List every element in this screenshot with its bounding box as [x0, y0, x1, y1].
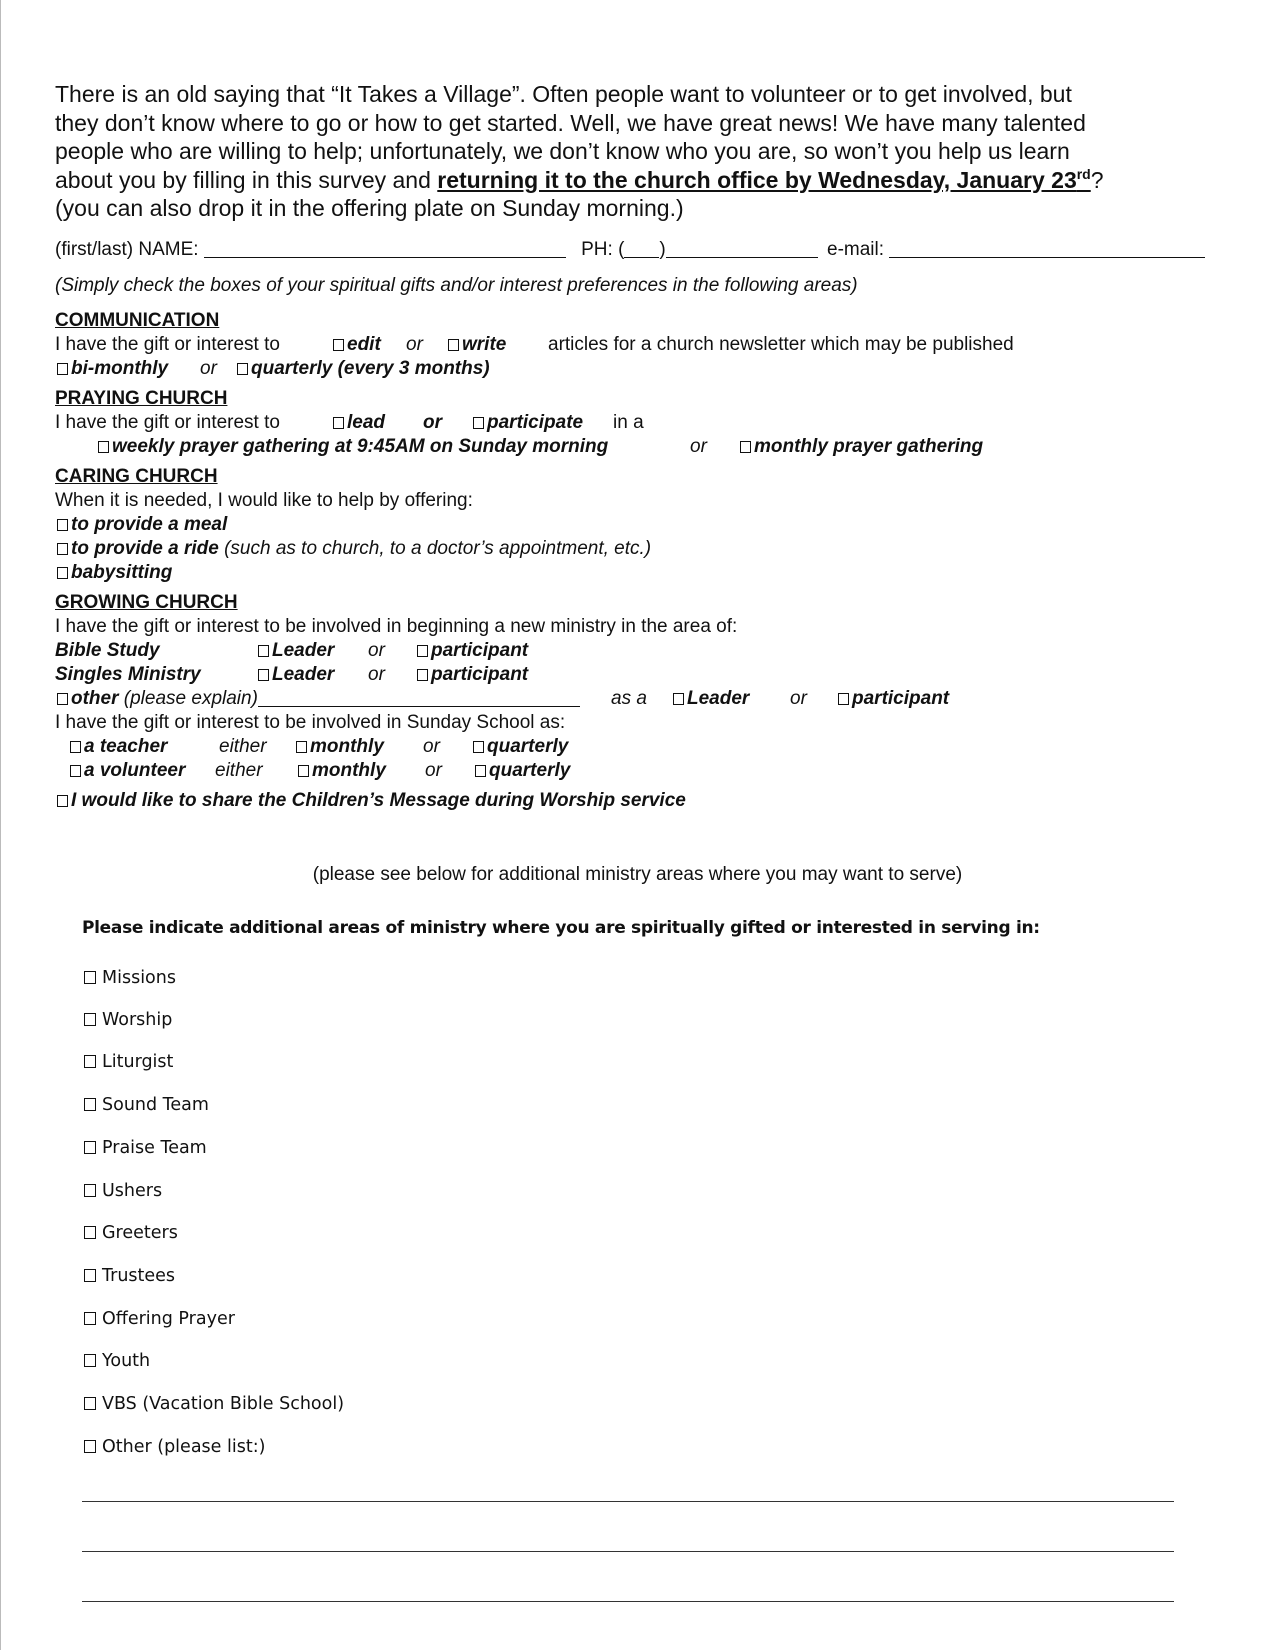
checkbox[interactable]: [84, 1312, 96, 1325]
babysitting-checkbox[interactable]: [57, 567, 68, 579]
either-text: either: [219, 736, 267, 757]
ride-option[interactable]: [57, 538, 651, 560]
deadline-text: returning it to the church office by Wednesday, January 23: [437, 166, 1077, 193]
email-field[interactable]: [889, 239, 1205, 258]
teacher-quarterly-checkbox[interactable]: [473, 741, 484, 753]
checkbox[interactable]: [84, 1055, 96, 1068]
or-text: or: [790, 688, 807, 709]
monthly-label: monthly: [312, 760, 386, 781]
participant-label: participant: [431, 640, 529, 661]
question-mark: ?: [1090, 166, 1104, 193]
teacher-option[interactable]: [70, 736, 167, 758]
ministry-item-sound-team[interactable]: [84, 1095, 209, 1115]
bible-leader-option[interactable]: [258, 640, 334, 662]
lead-checkbox[interactable]: [333, 417, 344, 429]
lead-label: lead: [347, 412, 386, 433]
volunteer-label: a volunteer: [84, 760, 186, 781]
volunteer-quarterly-option[interactable]: [475, 760, 570, 782]
phone-label: PH: (: [581, 239, 625, 260]
weekly-prayer-label: weekly prayer gathering at 9:45AM on Sunday morning: [112, 436, 609, 457]
monthly-prayer-option[interactable]: [740, 436, 983, 458]
ministry-label: Ushers: [102, 1181, 163, 1201]
ministry-item-greeters[interactable]: [84, 1223, 178, 1243]
additional-areas-note: (please see below for additional ministry areas where you may want to serve): [312, 864, 963, 885]
leader-label: Leader: [272, 664, 335, 685]
phone-field[interactable]: [666, 239, 818, 258]
babysitting-label: babysitting: [71, 562, 173, 583]
either-text: either: [215, 760, 263, 781]
other-ministry-checkbox[interactable]: [57, 693, 68, 705]
or-text: or: [690, 436, 707, 457]
singles-participant-checkbox[interactable]: [417, 669, 428, 681]
leader-label: Leader: [687, 688, 750, 709]
quarterly-checkbox[interactable]: [237, 363, 248, 375]
checkbox[interactable]: [84, 971, 96, 984]
ministry-label: Offering Prayer: [102, 1309, 235, 1329]
ministry-label: Greeters: [102, 1223, 178, 1243]
section-heading-growing: GROWING CHURCH: [55, 592, 238, 613]
intro-line: (you can also drop it in the offering plate on Sunday morning.): [55, 195, 684, 221]
contact-line: [55, 239, 1205, 261]
leader-label: Leader: [272, 640, 335, 661]
edit-option[interactable]: [333, 334, 381, 356]
volunteer-option[interactable]: [70, 760, 185, 782]
bible-participant-checkbox[interactable]: [417, 645, 428, 657]
ministry-item-offering-prayer[interactable]: [84, 1309, 235, 1329]
additional-areas-title: Please indicate additional areas of ministry where you are spiritually gifted or interested in serving in:: [82, 918, 1040, 938]
teacher-quarterly-option[interactable]: [473, 736, 568, 758]
or-text: or: [425, 760, 442, 781]
instructions: (Simply check the boxes of your spiritual gifts and/or interest preferences in the following areas): [55, 275, 858, 296]
ministry-label: Missions: [102, 968, 176, 988]
singles-participant-option[interactable]: [417, 664, 528, 686]
page-edge: [0, 0, 1, 1650]
in-a-text: in a: [613, 412, 644, 433]
edit-label: edit: [347, 334, 381, 355]
participant-label: participant: [852, 688, 950, 709]
section-heading-caring: CARING CHURCH: [55, 466, 218, 487]
bimonthly-checkbox[interactable]: [57, 363, 68, 375]
ministry-item-ushers[interactable]: [84, 1181, 162, 1201]
other-participant-option[interactable]: [838, 688, 949, 710]
intro-line: There is an old saying that “It Takes a Village”. Often people want to volunteer or to get involved, but: [55, 81, 1072, 107]
singles-leader-checkbox[interactable]: [258, 669, 269, 681]
or-text: or: [423, 412, 442, 433]
other-explain-field[interactable]: [258, 688, 580, 707]
intro-line: people who are willing to help; unfortunately, we don’t know who you are, so won’t you help us learn: [55, 138, 1070, 164]
name-label: (first/last) NAME:: [55, 239, 199, 260]
meal-checkbox[interactable]: [57, 519, 68, 531]
ministry-item-worship[interactable]: [84, 1010, 172, 1030]
or-text: or: [406, 334, 423, 355]
growing-intro: I have the gift or interest to be involved in beginning a new ministry in the area of:: [55, 616, 738, 637]
as-a-text: as a: [611, 688, 647, 709]
ministry-item-vbs[interactable]: [84, 1394, 344, 1414]
section-heading-praying: PRAYING CHURCH: [55, 388, 228, 409]
ministry-label: Sound Team: [102, 1095, 209, 1115]
childrens-message-label: I would like to share the Children’s Message during Worship service: [71, 790, 686, 811]
ministry-label: Worship: [102, 1010, 173, 1030]
caring-intro: When it is needed, I would like to help by offering:: [55, 490, 473, 511]
ministry-label: VBS (Vacation Bible School): [102, 1394, 345, 1414]
quarterly-label: quarterly: [487, 736, 569, 757]
edit-checkbox[interactable]: [333, 339, 344, 351]
childrens-message-option[interactable]: [57, 790, 686, 812]
checkbox[interactable]: [84, 1226, 96, 1239]
bible-leader-checkbox[interactable]: [258, 645, 269, 657]
praying-prefix: I have the gift or interest to: [55, 412, 280, 433]
quarterly-label: quarterly: [489, 760, 571, 781]
ride-checkbox[interactable]: [57, 543, 68, 555]
childrens-message-checkbox[interactable]: [57, 795, 68, 807]
meal-option[interactable]: [57, 514, 227, 536]
checkbox[interactable]: [84, 1440, 96, 1453]
intro-text: about you by filling in this survey and: [55, 166, 438, 193]
write-in-line[interactable]: [82, 1601, 1174, 1602]
ministry-label: Liturgist: [102, 1052, 174, 1072]
participate-option[interactable]: [473, 412, 583, 434]
teacher-checkbox[interactable]: [70, 741, 81, 753]
babysitting-option[interactable]: [57, 562, 172, 584]
teacher-monthly-checkbox[interactable]: [296, 741, 307, 753]
write-checkbox[interactable]: [448, 339, 459, 351]
participate-checkbox[interactable]: [473, 417, 484, 429]
meal-label: to provide a meal: [71, 514, 228, 535]
area-code-field[interactable]: [624, 239, 659, 258]
other-note: (please explain): [123, 688, 258, 709]
volunteer-monthly-option[interactable]: [298, 760, 386, 782]
monthly-label: monthly: [310, 736, 384, 757]
bible-study-label: Bible Study: [55, 640, 160, 661]
ministry-item-missions[interactable]: [84, 968, 176, 988]
lead-option[interactable]: [333, 412, 385, 434]
bimonthly-option[interactable]: [57, 358, 168, 380]
volunteer-checkbox[interactable]: [70, 765, 81, 777]
other-leader-checkbox[interactable]: [673, 693, 684, 705]
quarterly-label: quarterly (every 3 months): [251, 358, 490, 379]
ministry-item-other[interactable]: [84, 1437, 265, 1457]
or-text: or: [368, 640, 385, 661]
checkbox[interactable]: [84, 1269, 96, 1282]
ordinal-suffix: rd: [1076, 165, 1091, 182]
other-leader-option[interactable]: [673, 688, 749, 710]
monthly-prayer-label: monthly prayer gathering: [754, 436, 984, 457]
weekly-prayer-checkbox[interactable]: [98, 441, 109, 453]
checkbox[interactable]: [84, 1397, 96, 1410]
other-ministry-option[interactable]: [57, 688, 580, 710]
bible-participant-option[interactable]: [417, 640, 528, 662]
checkbox[interactable]: [84, 1141, 96, 1154]
monthly-prayer-checkbox[interactable]: [740, 441, 751, 453]
return-deadline: [437, 167, 1090, 193]
communication-prefix: I have the gift or interest to: [55, 334, 280, 355]
teacher-label: a teacher: [84, 736, 168, 757]
teacher-monthly-option[interactable]: [296, 736, 384, 758]
intro-line: they don’t know where to go or how to get started. Well, we have great news! We have many talented: [55, 109, 1086, 136]
ministry-item-liturgist[interactable]: [84, 1052, 173, 1072]
email-label: e-mail:: [827, 239, 885, 260]
ride-label: to provide a ride: [71, 538, 219, 559]
ministry-label: Praise Team: [102, 1138, 207, 1158]
quarterly-option[interactable]: [237, 358, 490, 380]
other-label: other: [71, 688, 119, 709]
checkbox[interactable]: [84, 1354, 96, 1367]
intro-paragraph: [55, 80, 1215, 223]
singles-ministry-label: Singles Ministry: [55, 664, 201, 685]
communication-suffix: articles for a church newsletter which may be published: [548, 334, 1014, 355]
singles-leader-option[interactable]: [258, 664, 334, 686]
volunteer-quarterly-checkbox[interactable]: [475, 765, 486, 777]
write-option[interactable]: [448, 334, 506, 356]
participant-label: participant: [431, 664, 529, 685]
section-heading-communication: COMMUNICATION: [55, 310, 220, 331]
write-in-line[interactable]: [82, 1551, 1174, 1552]
phone-paren: ): [659, 239, 666, 260]
name-field[interactable]: [204, 239, 566, 258]
ministry-item-youth[interactable]: [84, 1351, 150, 1371]
or-text: or: [200, 358, 217, 379]
ministry-label: Trustees: [102, 1266, 176, 1286]
volunteer-monthly-checkbox[interactable]: [298, 765, 309, 777]
checkbox[interactable]: [84, 1184, 96, 1197]
weekly-prayer-option[interactable]: [98, 436, 608, 458]
sunday-school-intro: I have the gift or interest to be involved in Sunday School as:: [55, 712, 566, 733]
ministry-item-praise-team[interactable]: [84, 1138, 207, 1158]
other-participant-checkbox[interactable]: [838, 693, 849, 705]
ride-note: (such as to church, to a doctor’s appointment, etc.): [224, 538, 652, 559]
write-label: write: [462, 334, 507, 355]
or-text: or: [368, 664, 385, 685]
checkbox[interactable]: [84, 1013, 96, 1026]
participate-label: participate: [487, 412, 584, 433]
bimonthly-label: bi-monthly: [71, 358, 169, 379]
ministry-label: Other (please list:): [102, 1437, 266, 1457]
checkbox[interactable]: [84, 1098, 96, 1111]
intro-line: [55, 166, 1215, 195]
ministry-item-trustees[interactable]: [84, 1266, 175, 1286]
ministry-label: Youth: [102, 1351, 151, 1371]
or-text: or: [423, 736, 440, 757]
write-in-line[interactable]: [82, 1501, 1174, 1502]
